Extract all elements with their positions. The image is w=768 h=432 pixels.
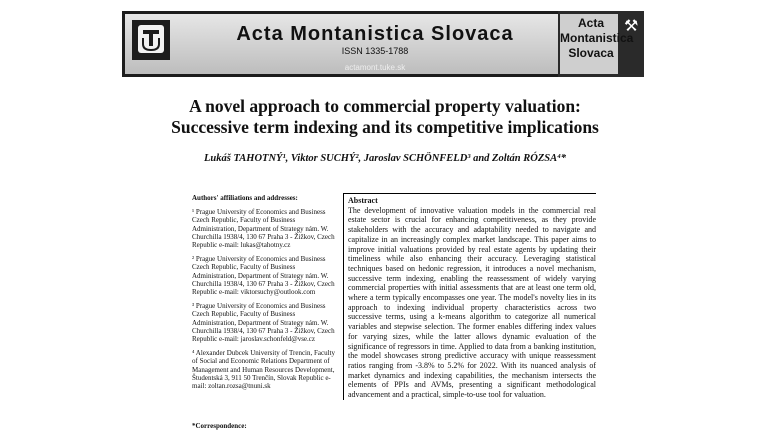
abstract-body: The development of innovative valuation models in the commercial real estate sector is crucial for enhancing competitiveness, as they provide stakeholders with the accuracy and adaptability needed to navigate and capitalize in an increasingly complex market landscape. This paper aims to improve initial valuations provided by real estate agents by updating their timeliness while also enhancing their accuracy. Leveraging statistical techniques based on hedonic regression, it introduces a novel mechanism, successive term indexing, enabling the reassessment of widely varying commercial properties with initial assessments that are at least one term old, where a term typically encompasses one year. The model's novelty lies in its approach to indexing individual property characteristics across two successive terms, using a k-means algorithm to categorize all numerical variables and stepwise selection. The former enables differing index values for varying sizes, while the latter allows dynamic evaluation of the significance of regressors in time. Applied to data from a banking institution, the model showcases strong predictive accuracy with unique reassessment ratios ranging from -3.8% to 5.2% for 2022. With its nuanced analysis of market dynamics and indexing capabilities, the mechanism intersects the elements of PPIs and AVMs, presenting a significant methodological advancement and a practical, simple-to-use tool for valuation.	[348, 205, 596, 400]
authors: Lukáš TAHOTNÝ¹, Viktor SUCHÝ², Jaroslav SCHÖNFELD³ and Zoltán RÓZSA⁴*	[204, 153, 566, 164]
abstract-header: Abstract	[348, 196, 378, 205]
affiliation-4: ⁴ Alexander Dubcek University of Trencin, Faculty of Social and Economic Relations Department of Management and Human Resources Development, Študentská 3, 911 50 Trenčín, Slovak Republic e-mail: zoltan.rozsa@tnuni.sk	[192, 349, 335, 391]
issn: ISSN 1335-1788	[341, 46, 409, 56]
journal-url[interactable]: actamont.tuke.sk	[344, 63, 406, 72]
affiliations	[192, 194, 337, 396]
hammers-icon: ⚒	[624, 16, 639, 35]
title-line: Successive term indexing and its competitive implications	[171, 117, 599, 137]
affiliation-1: ¹ Prague University of Economics and Business Czech Republic, Faculty of Business Administration, Department of Strategy nám. W. Churchilla 1938/4, 130 67 Praha 3 - Žižkov, Czech Republic e-mail: lukas@tahotny.cz	[192, 208, 335, 250]
abstract	[343, 193, 596, 400]
correspondence-label: *Correspondence:	[192, 422, 247, 430]
affiliations-header: Authors' affiliations and addresses:	[192, 194, 298, 202]
affiliation-3: ³ Prague University of Economics and Business Czech Republic, Faculty of Business Administration, Department of Strategy nám. W. Churchilla 1938/4, 130 67 Praha 3 - Žižkov, Czech Republic e-mail: jaroslav.schonfeld@vse.cz	[192, 302, 335, 344]
journal-name: Acta Montanistica Slovaca	[236, 23, 514, 45]
paper-title	[160, 96, 610, 138]
side-logo-line: Acta	[577, 16, 604, 30]
university-logo-icon	[137, 24, 165, 54]
side-logo-line: Slovaca	[568, 46, 614, 60]
side-logo-line: Montanistica	[560, 31, 634, 45]
affiliation-2: ² Prague University of Economics and Business Czech Republic, Faculty of Business Administration, Department of Strategy nám. W. Churchilla 1938/4, 130 67 Praha 3 - Žižkov, Czech Republic e-mail: viktorsuchy@outlook.com	[192, 255, 335, 297]
side-logo-text	[560, 16, 634, 61]
title-line: A novel approach to commercial property valuation:	[189, 96, 581, 116]
